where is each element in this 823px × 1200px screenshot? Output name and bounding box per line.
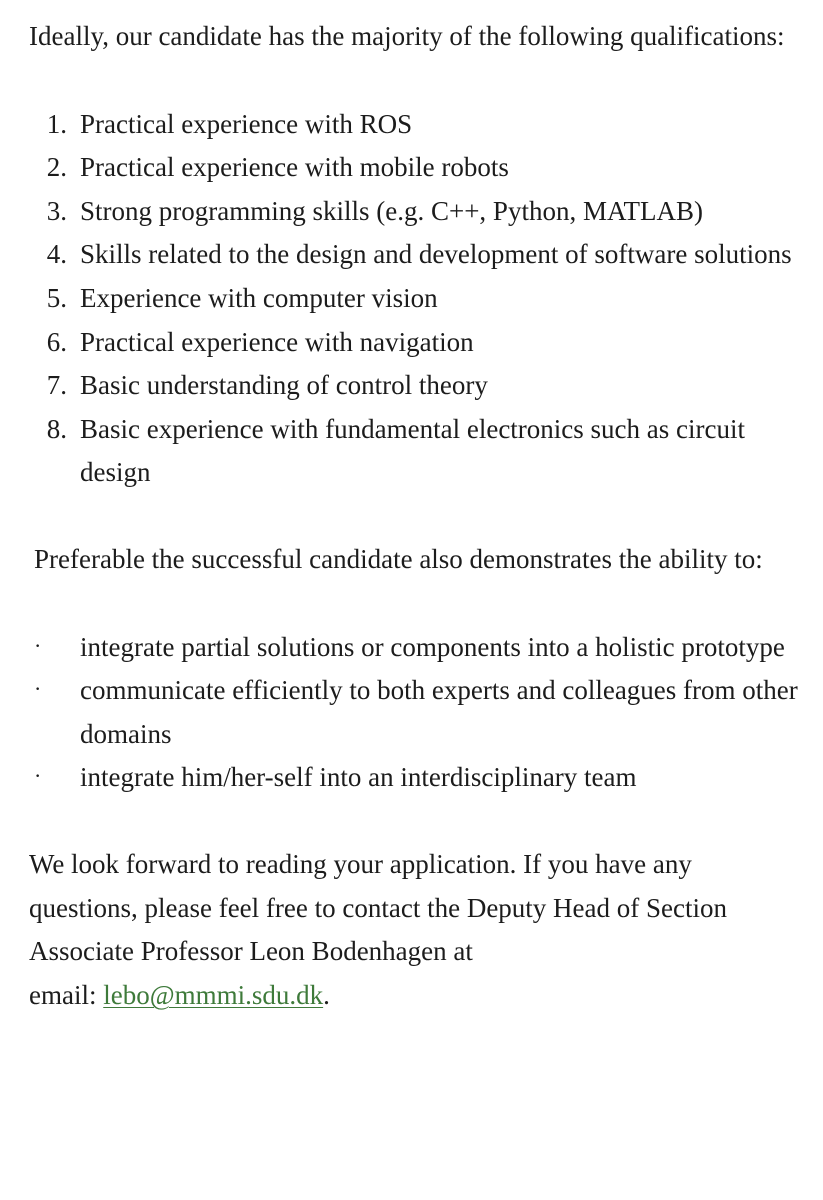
list-item-text: integrate partial solutions or components into a holistic prototype xyxy=(80,631,785,662)
list-item-text: Skills related to the design and development of software solutions xyxy=(80,239,792,270)
list-item xyxy=(29,103,804,147)
list-item-text: Experience with computer vision xyxy=(80,282,438,313)
bullet-icon: · xyxy=(34,632,42,658)
preferable-abilities-intro: Preferable the successful candidate also demonstrates the ability to: xyxy=(34,543,763,574)
list-item xyxy=(29,408,804,495)
bullet-icon: · xyxy=(34,763,42,789)
list-item-text: Practical experience with navigation xyxy=(80,326,474,357)
list-number: 7. xyxy=(46,370,67,401)
list-number: 8. xyxy=(46,413,67,444)
list-item-text: communicate efficiently to both experts and colleagues from other domains xyxy=(80,675,798,749)
list-item xyxy=(29,364,804,408)
email-label: email: xyxy=(29,979,104,1010)
job-posting-content xyxy=(29,15,804,1017)
qualifications-list xyxy=(29,103,804,495)
list-number: 5. xyxy=(46,282,67,313)
list-item-text: Strong programming skills (e.g. C++, Python, MATLAB) xyxy=(80,195,703,226)
qualifications-intro: Ideally, our candidate has the majority of the following qualifications: xyxy=(29,21,785,51)
list-item xyxy=(29,277,804,321)
list-number: 2. xyxy=(46,152,67,183)
list-item xyxy=(29,756,804,800)
list-item-text: Basic experience with fundamental electronics such as circuit design xyxy=(80,413,745,488)
abilities-list xyxy=(29,626,804,800)
bullet-icon: · xyxy=(34,676,42,702)
email-link[interactable]: lebo@mmmi.sdu.dk xyxy=(103,979,324,1010)
list-number: 1. xyxy=(46,108,67,139)
list-number: 3. xyxy=(46,195,67,226)
list-item-text: Practical experience with ROS xyxy=(80,108,413,139)
closing-period: . xyxy=(323,979,330,1010)
list-item-text: Basic understanding of control theory xyxy=(80,370,488,401)
list-item-text: integrate him/her-self into an interdisciplinary team xyxy=(80,762,637,793)
list-item xyxy=(29,321,804,365)
closing-paragraph xyxy=(29,843,804,1017)
list-number: 6. xyxy=(46,326,67,357)
list-item xyxy=(29,233,804,277)
list-item xyxy=(29,146,804,190)
closing-text: We look forward to reading your application. If you have any questions, please feel free to contact the Deputy Head of Section Associate Professor Leon Bodenhagen at xyxy=(29,848,727,967)
list-item xyxy=(29,190,804,234)
list-number: 4. xyxy=(46,239,67,270)
list-item xyxy=(29,626,804,670)
list-item xyxy=(29,669,804,756)
list-item-text: Practical experience with mobile robots xyxy=(80,152,509,183)
